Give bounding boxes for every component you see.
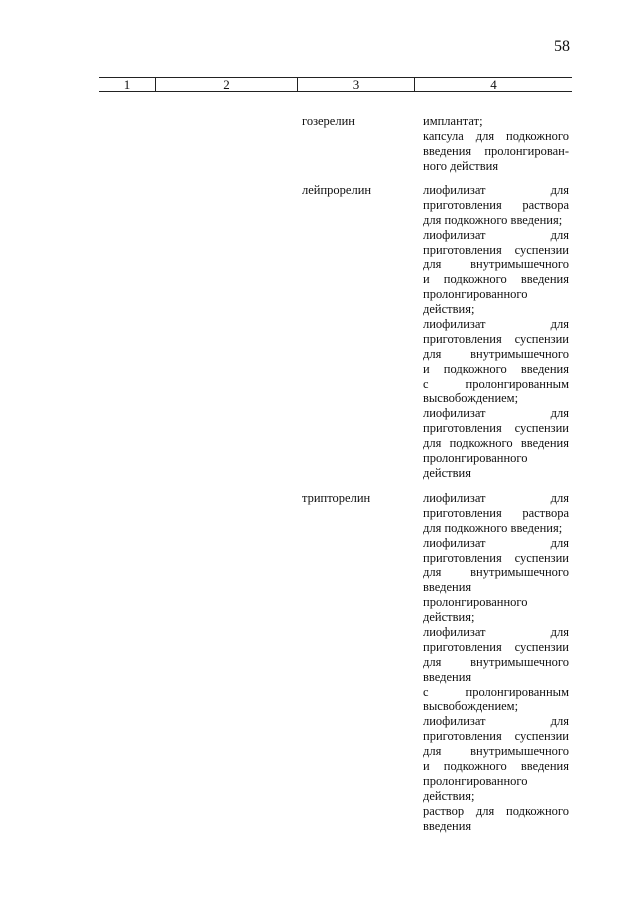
drug-name-goserelin: гозерелин [302,114,355,128]
dosage-form-line: приготовления суспензии [423,550,569,565]
dosage-form-line: для подкожного введения [423,436,569,451]
dosage-form-line: пролонгированного [423,595,528,610]
dosage-form-line: лиофилизат для [423,714,569,729]
dosage-form-line: с пролонгированным [423,376,569,391]
dosage-form-line: для подкожного введения; [423,520,563,535]
dosage-form-line: пролонгированного [423,773,528,788]
dosage-form-line: действия [423,465,471,480]
dosage-form-line: пролонгированного [423,451,528,466]
dosage-form-line: приготовления раствора [423,197,569,212]
dosage-form-line: действия; [423,788,475,803]
dosage-form-line: и подкожного введения [423,361,569,376]
dosage-form-line: имплантат; [423,114,483,128]
dosage-form-line: для подкожного введения; [423,212,563,227]
dosage-form-line: введения пролонгирован- [423,143,569,158]
dosage-form-line: лиофилизат для [423,406,569,421]
dosage-form-line: с пролонгированным [423,684,569,699]
dosage-form-line: приготовления суспензии [423,639,569,654]
dosage-form-line: капсула для подкожного [423,128,569,143]
dosage-form-line: и подкожного введения [423,272,569,287]
dosage-form-line: ного действия [423,158,499,173]
dosage-form-line: приготовления суспензии [423,729,569,744]
column-header-1: 1 [99,78,156,92]
dosage-form-line: для внутримышечного [423,654,569,669]
column-header-2: 2 [156,78,298,92]
dosage-form-line: лиофилизат для [423,183,569,197]
dosage-form-line: пролонгированного [423,287,528,302]
dosage-form-line: приготовления раствора [423,505,569,520]
dosage-form-line: лиофилизат для [423,317,569,332]
dosage-form-line: введения [423,669,472,684]
dosage-form-line: лиофилизат для [423,491,569,505]
dosage-form-line: действия; [423,302,475,317]
column-header-table [99,77,572,92]
dosage-form-line: для внутримышечного [423,565,569,580]
drug-name-triptorelin: трипторелин [302,491,371,505]
dosage-form-line: введения [423,818,472,833]
dosage-form-line: приготовления суспензии [423,242,569,257]
dosage-form-line: лиофилизат для [423,227,569,242]
dosage-form-line: и подкожного введения [423,759,569,774]
column-header-3: 3 [298,78,415,92]
dosage-form-line: введения [423,580,472,595]
dosage-form-line: для внутримышечного [423,346,569,361]
dosage-form-line: лиофилизат для [423,625,569,640]
dosage-form-line: высвобождением; [423,699,519,714]
dosage-form-line: высвобождением; [423,391,519,406]
dosage-form-line: действия; [423,610,475,625]
dosage-form-line: приготовления суспензии [423,421,569,436]
drug-name-leuprorelin: лейпрорелин [302,183,372,197]
column-header-4: 4 [415,78,573,92]
dosage-form-line: для внутримышечного [423,257,569,272]
column-header-row [99,78,572,92]
dosage-forms-goserelin [423,114,569,174]
dosage-form-line: приготовления суспензии [423,331,569,346]
dosage-forms-triptorelin [423,491,569,833]
dosage-forms-leuprorelin [423,183,569,481]
page-number: 58 [554,38,570,55]
dosage-form-line: лиофилизат для [423,535,569,550]
dosage-form-line: раствор для подкожного [423,803,569,818]
dosage-form-line: для внутримышечного [423,744,569,759]
